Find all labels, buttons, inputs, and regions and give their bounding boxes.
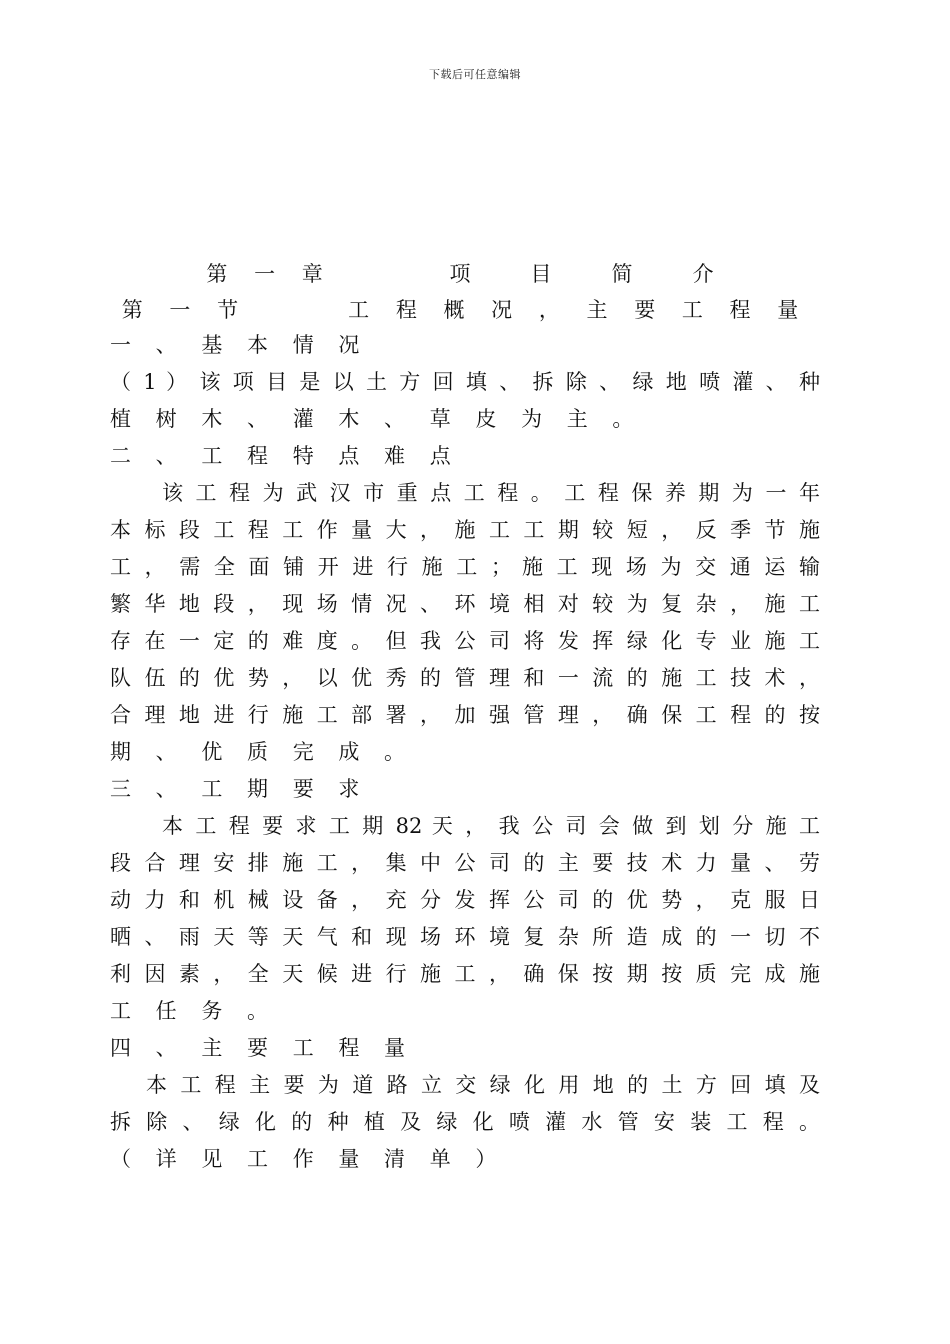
section-heading-basic-info: 一 、 基 本 情 况	[110, 333, 369, 357]
paragraph-line: 本 工 程 要 求 工 期 82 天 ， 我 公 司 会 做 到 划 分 施 工	[162, 814, 820, 838]
paragraph-line: （ 1 ） 该 项 目 是 以 土 方 回 填 、 拆 除 、 绿 地 喷 灌 、 种	[110, 370, 820, 394]
section-heading-features: 二 、 工 程 特 点 难 点	[110, 444, 460, 468]
section-heading-quantities: 四 、 主 要 工 程 量	[110, 1036, 415, 1060]
chapter-title: 第 一 章 项 目 简 介	[206, 262, 724, 286]
document-body	[110, 327, 820, 1178]
paragraph-line: 本 标 段 工 程 工 作 量 大 ， 施 工 工 期 较 短 ， 反 季 节 施	[110, 518, 820, 542]
section-heading-schedule: 三 、 工 期 要 求	[110, 777, 369, 801]
paragraph-line: 动 力 和 机 械 设 备 ， 充 分 发 挥 公 司 的 优 势 ， 克 服 日	[110, 888, 820, 912]
section-title: 第 一 节 工 程 概 况 ， 主 要 工 程 量	[121, 298, 809, 322]
paragraph-line: 工 任 务 。	[110, 999, 278, 1023]
paragraph-line: 繁 华 地 段 ， 现 场 情 况 、 环 境 相 对 较 为 复 杂 ， 施 工	[110, 592, 820, 616]
paragraph-line: 期 、 优 质 完 成 。	[110, 740, 415, 764]
paragraph-line: 本 工 程 主 要 为 道 路 立 交 绿 化 用 地 的 土 方 回 填 及	[146, 1073, 820, 1097]
paragraph-line: 存 在 一 定 的 难 度 。 但 我 公 司 将 发 挥 绿 化 专 业 施 工	[110, 629, 820, 653]
paragraph-line: 工 ， 需 全 面 铺 开 进 行 施 工 ； 施 工 现 场 为 交 通 运 输	[110, 555, 820, 579]
paragraph-line: 植 树 木 、 灌 木 、 草 皮 为 主 。	[110, 407, 643, 431]
paragraph-line: 晒 、 雨 天 等 天 气 和 现 场 环 境 复 杂 所 造 成 的 一 切 不	[110, 925, 820, 949]
paragraph-line: 拆 除 、 绿 化 的 种 植 及 绿 化 喷 灌 水 管 安 装 工 程 。	[110, 1110, 820, 1134]
paragraph-line: 段 合 理 安 排 施 工 ， 集 中 公 司 的 主 要 技 术 力 量 、 劳	[110, 851, 820, 875]
paragraph-line: （ 详 见 工 作 量 清 单 ）	[110, 1147, 506, 1171]
header-note: 下载后可任意编辑	[429, 68, 521, 81]
paragraph-line: 合 理 地 进 行 施 工 部 署 ， 加 强 管 理 ， 确 保 工 程 的 按	[110, 703, 820, 727]
paragraph-line: 队 伍 的 优 势 ， 以 优 秀 的 管 理 和 一 流 的 施 工 技 术 ，	[110, 666, 820, 690]
paragraph-line: 利 因 素 ， 全 天 候 进 行 施 工 ， 确 保 按 期 按 质 完 成 施	[110, 962, 820, 986]
paragraph-line: 该 工 程 为 武 汉 市 重 点 工 程 。 工 程 保 养 期 为 一 年	[162, 481, 820, 505]
